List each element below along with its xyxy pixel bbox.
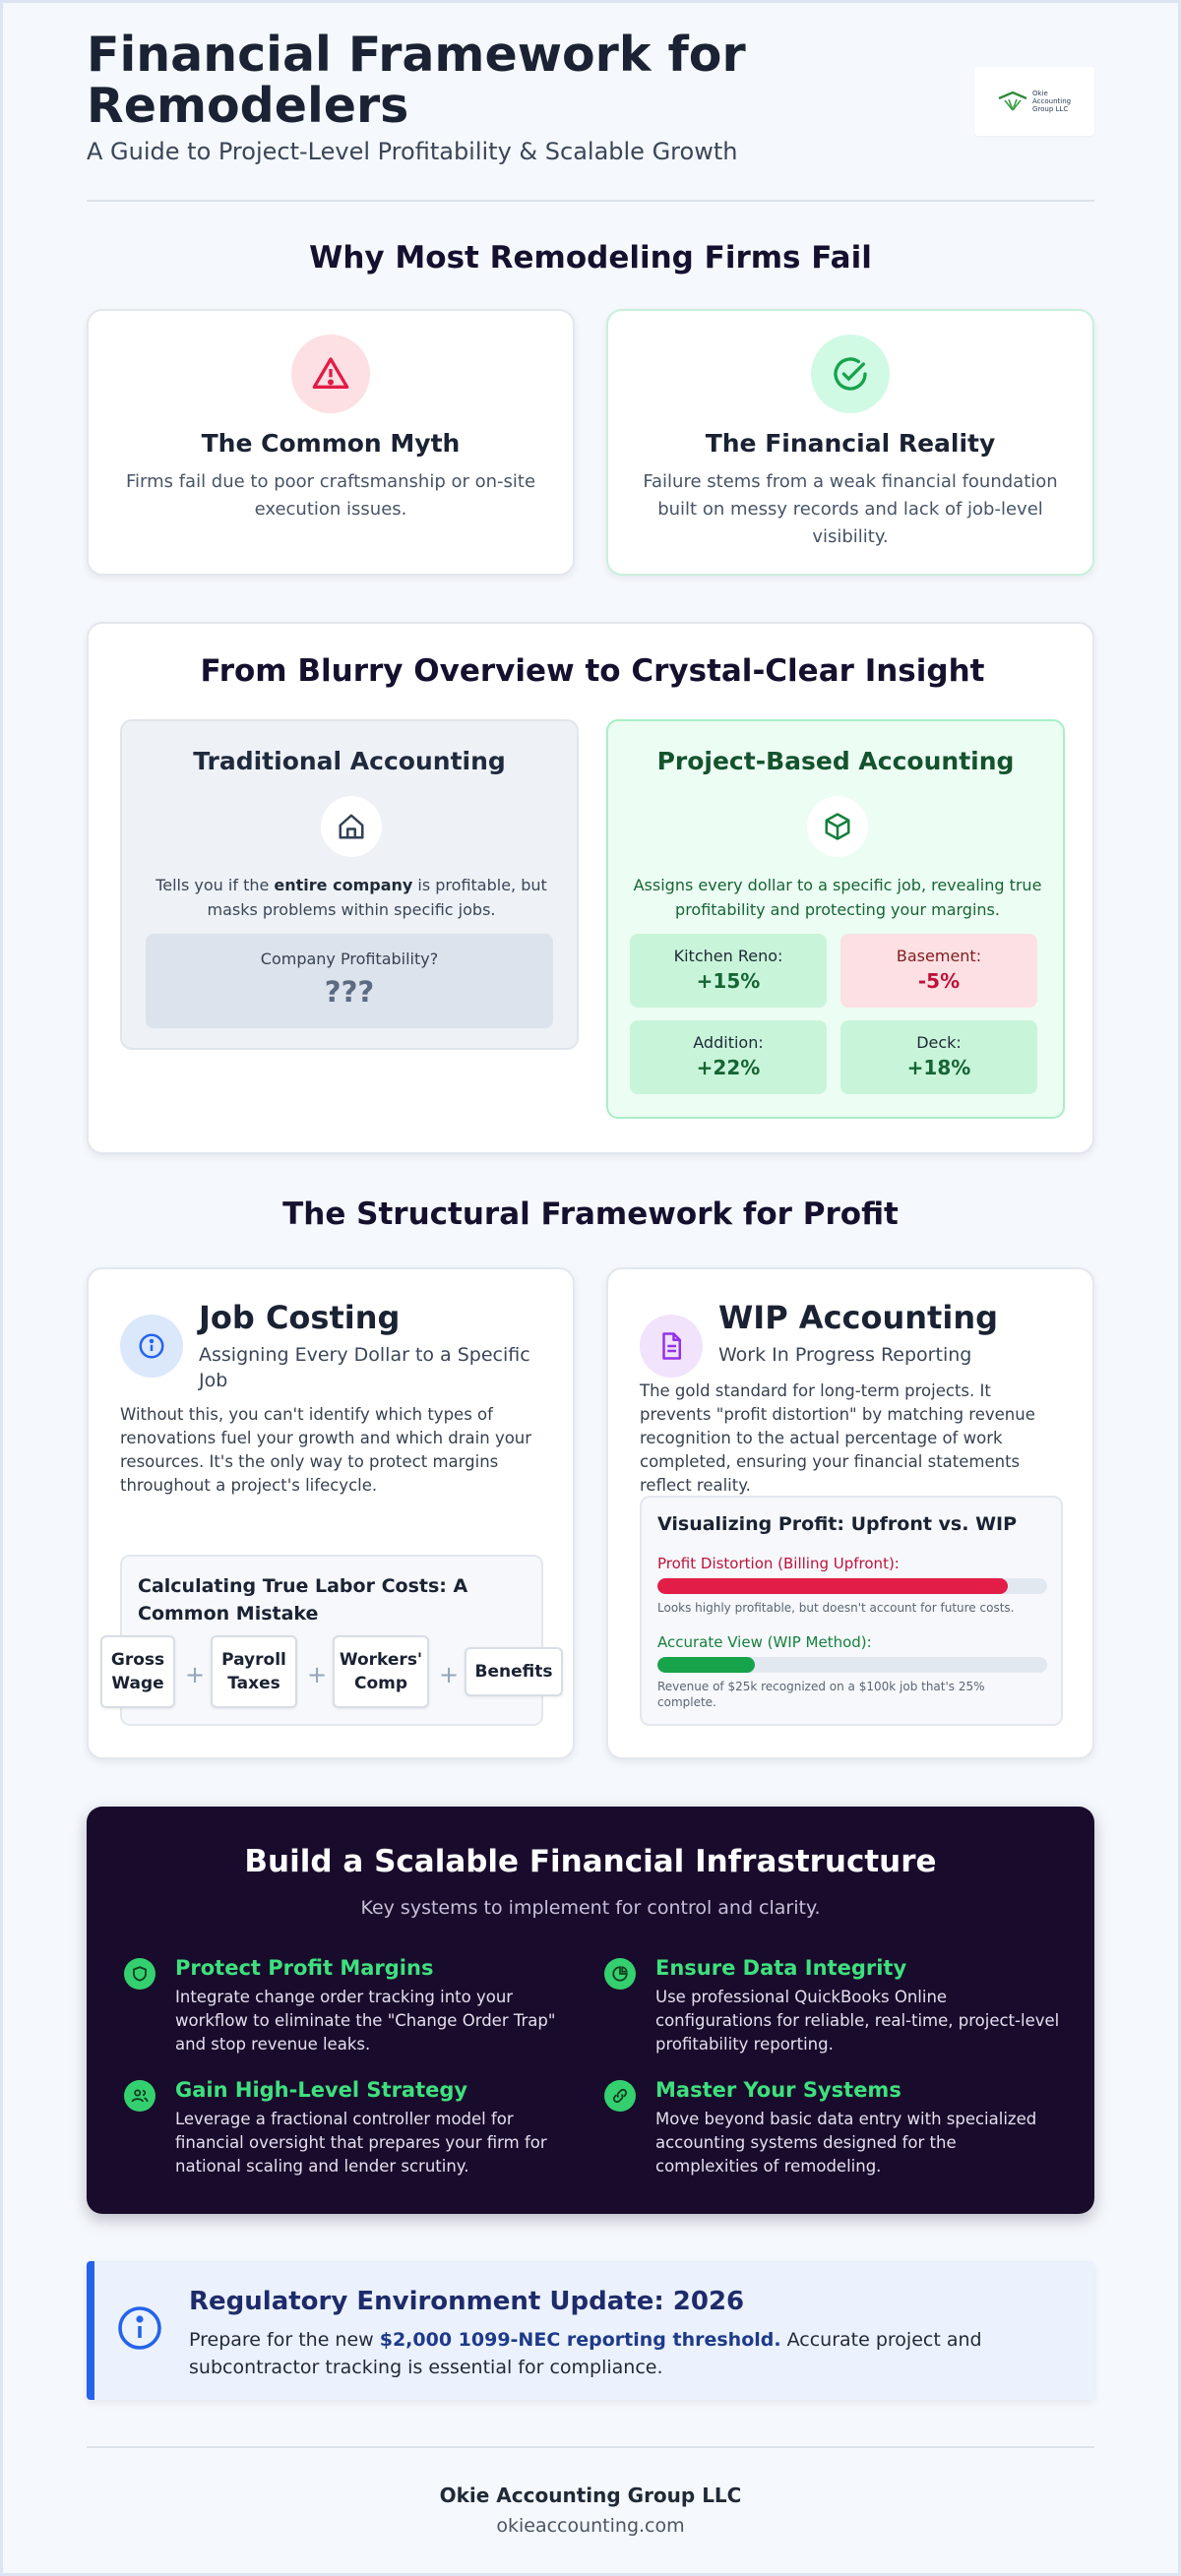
viz-title: Visualizing Profit: Upfront vs. WIP (657, 1513, 1018, 1535)
footer-company: Okie Accounting Group LLC (439, 2484, 742, 2507)
warning-triangle-icon (291, 335, 370, 413)
page-subtitle: A Guide to Project-Level Profitability & Scalable Growth (87, 138, 738, 165)
job-tile-basement (840, 934, 1037, 1008)
job-name: Basement: (896, 947, 982, 965)
feature-text: Integrate change order tracking into your workflow to eliminate the "Change Order Trap" and stop revenue leaks. (175, 1988, 556, 2054)
job-name: Deck: (916, 1033, 962, 1052)
document-icon (640, 1315, 703, 1378)
plus-sign: + (185, 1661, 206, 1688)
section-heading-insight: From Blurry Overview to Crystal-Clear Insight (200, 653, 985, 689)
job-costing-subtitle: Assigning Every Dollar to a Specific Job (199, 1344, 530, 1391)
traditional-title: Traditional Accounting (193, 747, 506, 775)
section-heading-framework: The Structural Framework for Profit (282, 1196, 899, 1232)
job-value: -5% (917, 969, 961, 993)
house-icon (321, 796, 382, 857)
accurate-bar (657, 1657, 1047, 1673)
footer (87, 2446, 1094, 2537)
feature-title: Master Your Systems (655, 2078, 901, 2102)
job-tile-deck (840, 1020, 1037, 1094)
link-icon (604, 2080, 636, 2112)
header (87, 0, 1094, 202)
company-logo (974, 67, 1094, 136)
job-costing-card (87, 1267, 575, 1759)
infrastructure-subheading: Key systems to implement for control and clarity. (360, 1897, 821, 1919)
wip-title: WIP Accounting (718, 1299, 998, 1336)
feature-strategy (124, 2078, 577, 2177)
check-circle-icon (811, 335, 890, 413)
labor-cost-title: Calculating True Labor Costs: A Common Mistake (138, 1575, 468, 1625)
labor-cost-box (110, 1555, 553, 1726)
reality-title: The Financial Reality (705, 429, 996, 458)
job-tile-kitchen (630, 934, 827, 1008)
cube-icon (807, 796, 868, 857)
job-tile-addition (630, 1020, 827, 1094)
job-value: +15% (696, 969, 761, 993)
profit-visualization (640, 1496, 1063, 1726)
feature-text: Move beyond basic data entry with specialized accounting systems designed for the complexities of remodeling. (655, 2110, 1037, 2176)
labor-item-gross-wage: Gross Wage (100, 1635, 175, 1708)
logo-text: Okie Accounting Group LLC (1032, 90, 1072, 113)
profitability-label: Company Profitability? (260, 950, 439, 968)
reality-card (606, 309, 1094, 576)
infrastructure-heading: Build a Scalable Financial Infrastructure (244, 1844, 937, 1879)
company-profitability-box (146, 934, 553, 1028)
info-icon (120, 1315, 183, 1378)
accurate-bar-fill (657, 1657, 755, 1673)
myth-card (87, 309, 575, 576)
myth-text: Firms fail due to poor craftsmanship or on-site execution issues. (125, 471, 536, 520)
distortion-label: Profit Distortion (Billing Upfront): (657, 1555, 900, 1572)
job-value: +18% (906, 1056, 971, 1079)
plus-sign: + (307, 1661, 328, 1688)
feature-title: Ensure Data Integrity (655, 1956, 907, 1980)
labor-item-payroll-taxes: Payroll Taxes (211, 1635, 297, 1708)
feature-text: Use professional QuickBooks Online configurations for reliable, real-time, project-level profitability reporting. (655, 1988, 1060, 2054)
feature-systems (604, 2078, 1057, 2177)
infrastructure-section (87, 1807, 1094, 2214)
labor-item-benefits: Benefits (465, 1647, 563, 1696)
pie-chart-icon (604, 1958, 636, 1990)
regulatory-text: Prepare for the new $2,000 1099-NEC reporting threshold. Accurate project and subcontractor tracking is essential for compliance. (189, 2329, 982, 2378)
project-accounting-panel (606, 719, 1065, 1119)
page-title: Financial Framework for Remodelers (87, 27, 746, 134)
insight-section (87, 622, 1094, 1154)
profitability-value: ??? (324, 975, 375, 1009)
labor-item-workers-comp: Workers' Comp (333, 1635, 429, 1708)
footer-url[interactable]: okieaccounting.com (496, 2515, 685, 2537)
job-costing-text: Without this, you can't identify which types of renovations fuel your growth and which drain your resources. It's the only way to protect margins throughout a project's lifecycle. (120, 1405, 532, 1495)
feature-title: Gain High-Level Strategy (175, 2078, 468, 2102)
feature-data-integrity (604, 1956, 1060, 2055)
accurate-label: Accurate View (WIP Method): (657, 1633, 872, 1651)
job-name: Addition: (693, 1033, 764, 1052)
distortion-bar (657, 1578, 1047, 1594)
logo-mark-icon (997, 91, 1028, 112)
wip-accounting-card (606, 1267, 1094, 1759)
plus-sign: + (439, 1661, 460, 1688)
reality-text: Failure stems from a weak financial foundation built on messy records and lack of job-level visibility. (643, 471, 1058, 547)
section-heading-why: Why Most Remodeling Firms Fail (309, 240, 872, 276)
distortion-note: Looks highly profitable, but doesn't account for future costs. (657, 1601, 1015, 1615)
job-costing-title: Job Costing (199, 1299, 401, 1336)
wip-subtitle: Work In Progress Reporting (718, 1344, 972, 1366)
regulatory-callout (87, 2261, 1094, 2400)
distortion-bar-fill (657, 1578, 1008, 1594)
info-icon (116, 2304, 163, 2352)
feature-title: Protect Profit Margins (175, 1956, 434, 1980)
project-text: Assigns every dollar to a specific job, revealing true profitability and protecting your margins. (633, 876, 1042, 919)
job-value: +22% (696, 1056, 761, 1079)
job-name: Kitchen Reno: (673, 947, 783, 965)
accurate-note: Revenue of $25k recognized on a $100k job that's 25% complete. (657, 1680, 985, 1709)
traditional-accounting-panel (120, 719, 579, 1050)
traditional-text: Tells you if the entire company is profitable, but masks problems within specific jobs. (155, 876, 547, 919)
users-icon (124, 2080, 155, 2112)
myth-title: The Common Myth (201, 429, 461, 458)
shield-icon (124, 1958, 155, 1990)
feature-text: Leverage a fractional controller model for financial oversight that prepares your firm for national scaling and lender scrutiny. (175, 2110, 547, 2176)
project-title: Project-Based Accounting (656, 747, 1015, 775)
feature-protect-margins (124, 1956, 577, 2055)
regulatory-title: Regulatory Environment Update: 2026 (189, 2287, 745, 2316)
wip-text: The gold standard for long-term projects. It prevents "profit distortion" by matching revenue recognition to the actual percentage of work completed, ensuring your financial statements reflect reality. (640, 1381, 1035, 1495)
